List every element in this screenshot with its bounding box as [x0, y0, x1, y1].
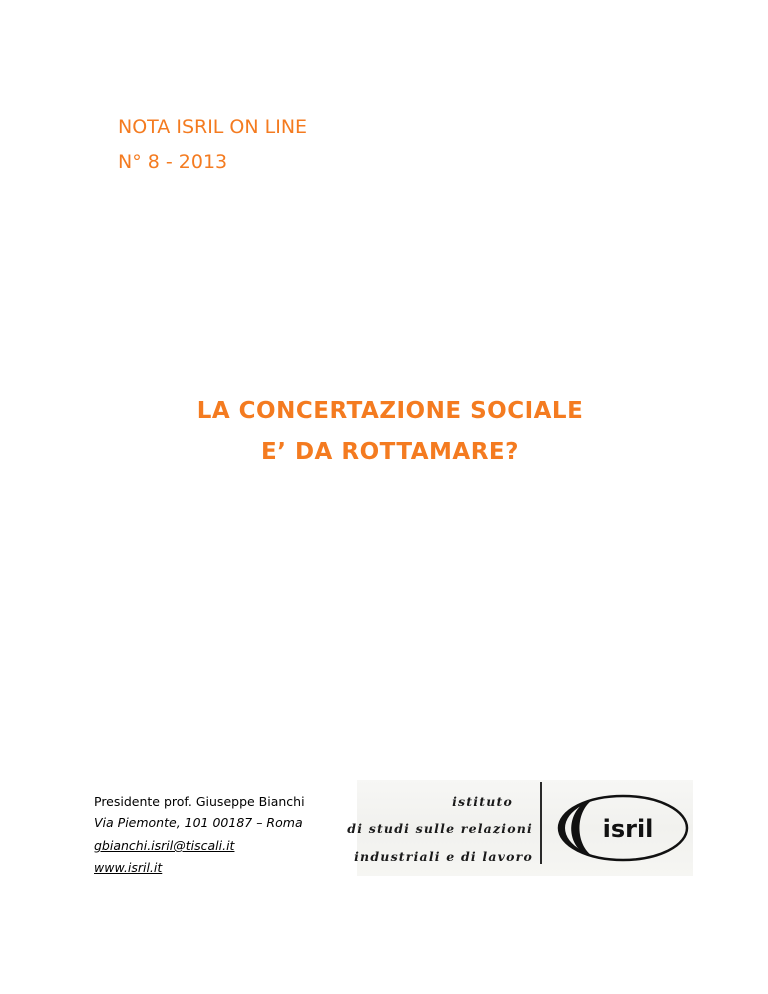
contact-website-link[interactable]: www.isril.it: [94, 860, 163, 875]
contact-email-link[interactable]: gbianchi.isril@tiscali.it: [94, 838, 235, 853]
series-number: N° 8 - 2013: [118, 151, 228, 173]
contact-address: Via Piemonte, 101 00187 – Roma: [94, 815, 303, 830]
document-title-line-2: E’ DA ROTTAMARE?: [261, 439, 519, 465]
logo-text-line-3: industriali e di lavoro: [354, 849, 533, 864]
logo-emblem-text: isril: [602, 815, 654, 843]
isril-logo: [347, 780, 693, 876]
contact-president: Presidente prof. Giuseppe Bianchi: [94, 794, 305, 809]
document-title-line-1: LA CONCERTAZIONE SOCIALE: [196, 398, 584, 424]
logo-text-line-1: istituto: [452, 794, 513, 809]
series-title: NOTA ISRIL ON LINE: [118, 116, 308, 138]
isril-emblem-icon: [556, 794, 690, 862]
logo-text-line-2: di studi sulle relazioni: [347, 821, 533, 836]
logo-divider: [540, 782, 542, 864]
